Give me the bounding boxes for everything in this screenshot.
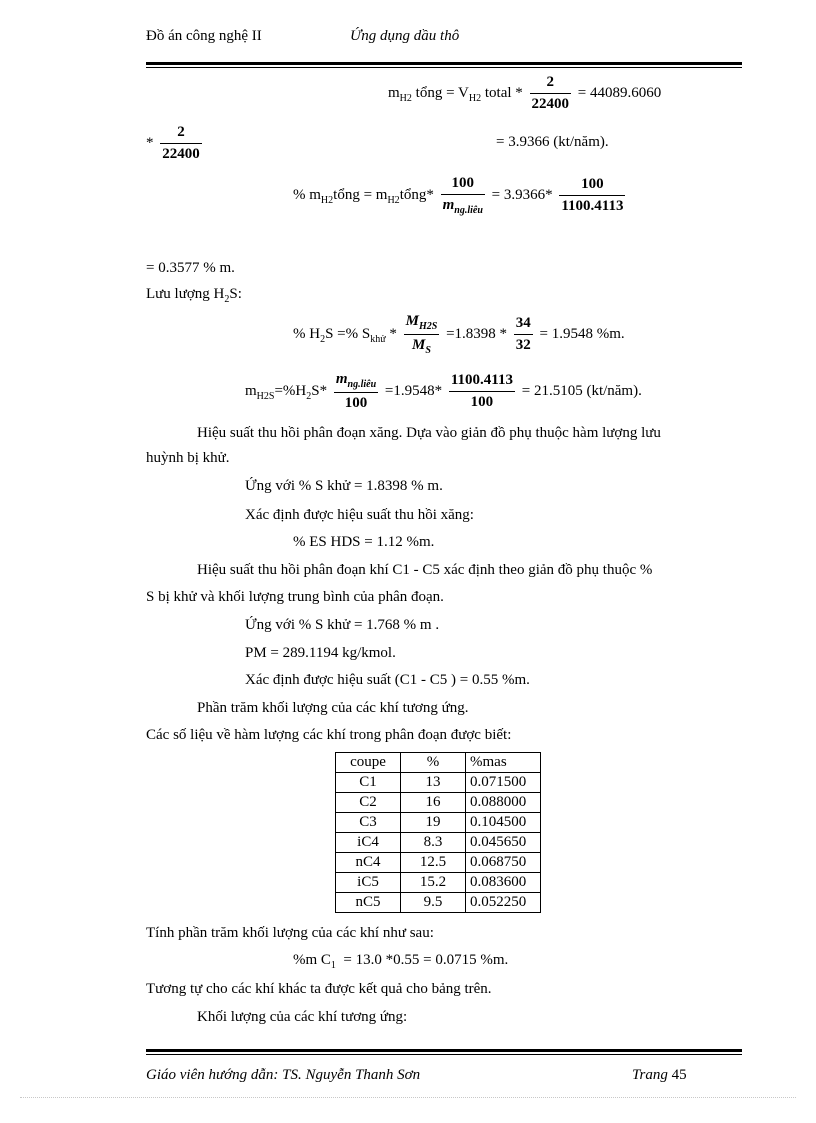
paragraph-line: Ứng với % S khử = 1.768 % m . [245, 617, 440, 633]
table-header-cell: %mas [466, 753, 541, 773]
paragraph-line: Ứng với % S khử = 1.8398 % m. [245, 478, 443, 494]
table-cell: 0.052250 [466, 893, 541, 913]
table-cell: 0.068750 [466, 853, 541, 873]
paragraph-line: Hiệu suất thu hồi phân đoạn khí C1 - C5 xác định theo giản đồ phụ thuộc % [197, 562, 653, 578]
table-cell: nC4 [336, 853, 401, 873]
gas-table [335, 752, 541, 913]
paragraph-line: % ES HDS = 1.12 %m. [293, 534, 435, 550]
table-header-row [336, 753, 541, 773]
fraction: $\frac{2}{22400}$ [531, 74, 570, 112]
formula-mh2-result: = 3.9366 (kt/năm). [496, 134, 609, 150]
formula-pct-c1: %m $C_1 = 13.0$ *0.55 = 0.0715 %m. [293, 952, 509, 971]
table-row [336, 773, 541, 793]
formula-mh2-total: $m_{H2}$ tổng = $V_{H2}$ total * $\frac{2}{22400}$ = 44089.6060 [388, 74, 662, 112]
table-cell: 13 [401, 773, 466, 793]
table-cell: 0.083600 [466, 873, 541, 893]
table-cell: 9.5 [401, 893, 466, 913]
paragraph-line: huỳnh bị khử. [146, 450, 230, 466]
table-row [336, 873, 541, 893]
paragraph-line: Tương tự cho các khí khác ta được kết quả cho bảng trên. [146, 981, 492, 997]
paragraph-line: Xác định được hiệu suất (C1 - C5 ) = 0.55 %m. [245, 672, 530, 688]
formula-pct-h2s: % $H_2S$ =% $S_{khử}$ * $\frac{M_{H2S}}{M_S}$ =1.8398 * $\frac{34}{32}$ = 1.9548 %m. [293, 313, 625, 356]
table-cell: 0.071500 [466, 773, 541, 793]
table-row [336, 833, 541, 853]
table-row [336, 893, 541, 913]
table-cell: iC4 [336, 833, 401, 853]
fraction: $\frac{34}{32}$ [515, 315, 531, 353]
table-cell: C2 [336, 793, 401, 813]
paragraph-line: PM = 289.1194 kg/kmol. [245, 645, 396, 661]
table-row [336, 793, 541, 813]
table-cell: C1 [336, 773, 401, 793]
header-rule-thin [146, 67, 742, 68]
formula-pct-mh2: % $m_{H2}tổng$ = $m_{H2}tổng*$ $\frac{100}{m_{ng.liêu}}$ = 3.9366* $\frac{100}{1100.4113}$ [293, 175, 624, 216]
paragraph-line: Xác định được hiệu suất thu hồi xăng: [245, 507, 474, 523]
table-header-cell: coupe [336, 753, 401, 773]
paragraph-line: Tính phần trăm khối lượng của các khí như sau: [146, 925, 434, 941]
table-cell: 8.3 [401, 833, 466, 853]
paragraph-line: Hiệu suất thu hồi phân đoạn xăng. Dựa vào giản đồ phụ thuộc hàm lượng lưu [197, 425, 661, 441]
fraction: $\frac{1100.4113}{100}$ [450, 372, 513, 410]
fraction: $\frac{m_{ng.liêu}}{100}$ [335, 371, 377, 411]
table-row [336, 853, 541, 873]
table-cell: 16 [401, 793, 466, 813]
footer-rule [146, 1049, 742, 1052]
paragraph-line: Các số liệu về hàm lượng các khí trong phân đoạn được biết: [146, 727, 512, 743]
footer-page: Trang 45 [632, 1067, 687, 1083]
header-rule [146, 62, 742, 65]
paragraph-line: Khối lượng của các khí tương ứng: [197, 1009, 408, 1025]
table-cell: 0.045650 [466, 833, 541, 853]
paragraph-line: Phần trăm khối lượng của các khí tương ứng. [197, 700, 469, 716]
fraction: $\frac{2}{22400}$ [162, 124, 200, 162]
fraction: $\frac{100}{m_{ng.liêu}}$ [442, 175, 483, 216]
table-cell: C3 [336, 813, 401, 833]
paragraph-line: S bị khử và khối lượng trung bình của phân đoạn. [146, 589, 444, 605]
footer-advisor: Giáo viên hướng dẫn: TS. Nguyễn Thanh Sơn [146, 1067, 421, 1083]
flow-label: Lưu lượng $H_2S$: [146, 286, 242, 305]
header-title: Đồ án công nghệ II [146, 28, 262, 44]
table-cell: 12.5 [401, 853, 466, 873]
fraction: $\frac{M_{H2S}}{M_S}$ [405, 313, 438, 356]
table-cell: 15.2 [401, 873, 466, 893]
pct-result: = 0.3577 % m. [146, 260, 235, 276]
footer-rule-thin [146, 1054, 742, 1055]
table-cell: 0.088000 [466, 793, 541, 813]
formula-mh2-cont: * $\frac{2}{22400}$ [146, 124, 200, 162]
formula-m-h2s: $m_{H2S}=\%H_2S*$ $\frac{m_{ng.liêu}}{100}$ =1.9548* $\frac{1100.4113}{100}$ = 21.5105 (kt/năm). [245, 371, 642, 411]
page-edge [20, 1097, 796, 1098]
table-cell: nC5 [336, 893, 401, 913]
table-header-cell: % [401, 753, 466, 773]
fraction: $\frac{100}{1100.4113}$ [561, 176, 624, 214]
header-subtitle: Ứng dụng dầu thô [350, 28, 460, 44]
table-cell: iC5 [336, 873, 401, 893]
table-cell: 0.104500 [466, 813, 541, 833]
table-row [336, 813, 541, 833]
table-cell: 19 [401, 813, 466, 833]
